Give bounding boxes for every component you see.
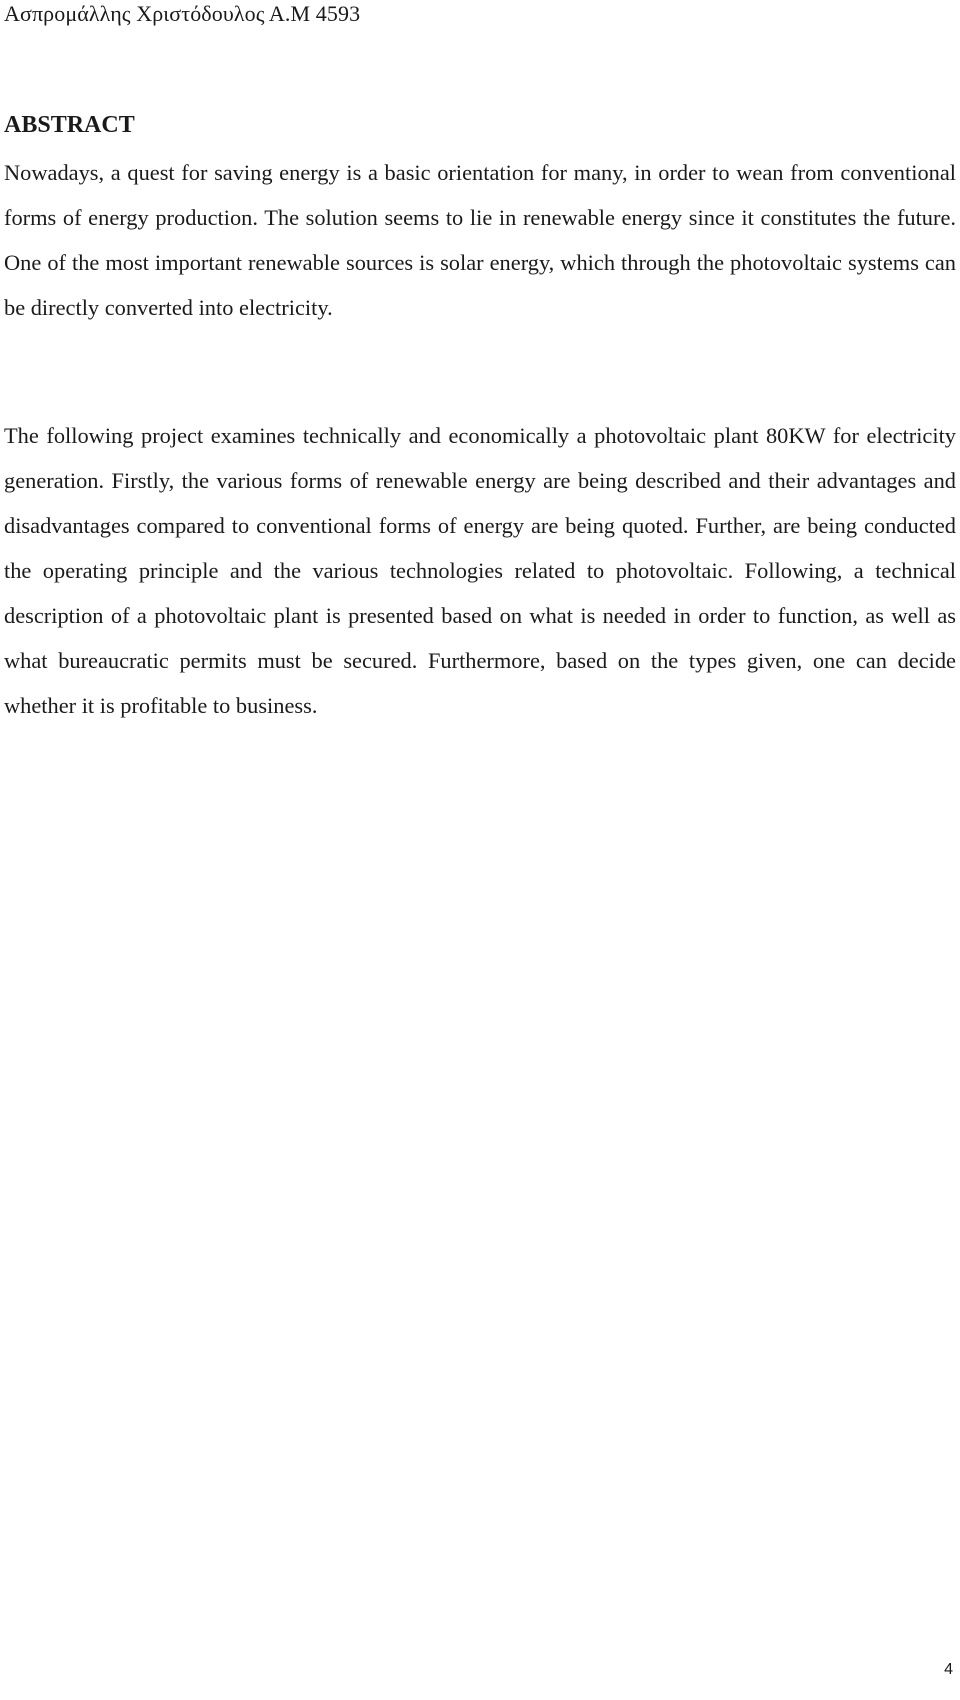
- page-number: 4: [944, 1661, 953, 1678]
- abstract-paragraph-2: The following project examines technically and economically a photovoltaic plant 80KW for electricity generation. Firstly, the various forms of renewable energy are being described and their advantages and disadvantages compared to conventional forms of energy are being quoted. Further, are being conducted the operating principle and the various technologies related to photovoltaic. Following, a technical description of a photovoltaic plant is presented based on what is needed in order to function, as well as what bureaucratic permits must be secured. Furthermore, based on the types given, one can decide whether it is profitable to business.: [4, 423, 956, 718]
- abstract-paragraph-1: Nowadays, a quest for saving energy is a basic orientation for many, in order to wean from conventional forms of energy production. The solution seems to lie in renewable energy since it constitutes the future. One of the most important renewable sources is solar energy, which through the photovoltaic systems can be directly converted into electricity.: [4, 160, 956, 320]
- author-header: Ασπρομάλλης Χριστόδουλος Α.Μ 4593: [4, 1, 361, 26]
- abstract-heading: ABSTRACT: [4, 112, 135, 138]
